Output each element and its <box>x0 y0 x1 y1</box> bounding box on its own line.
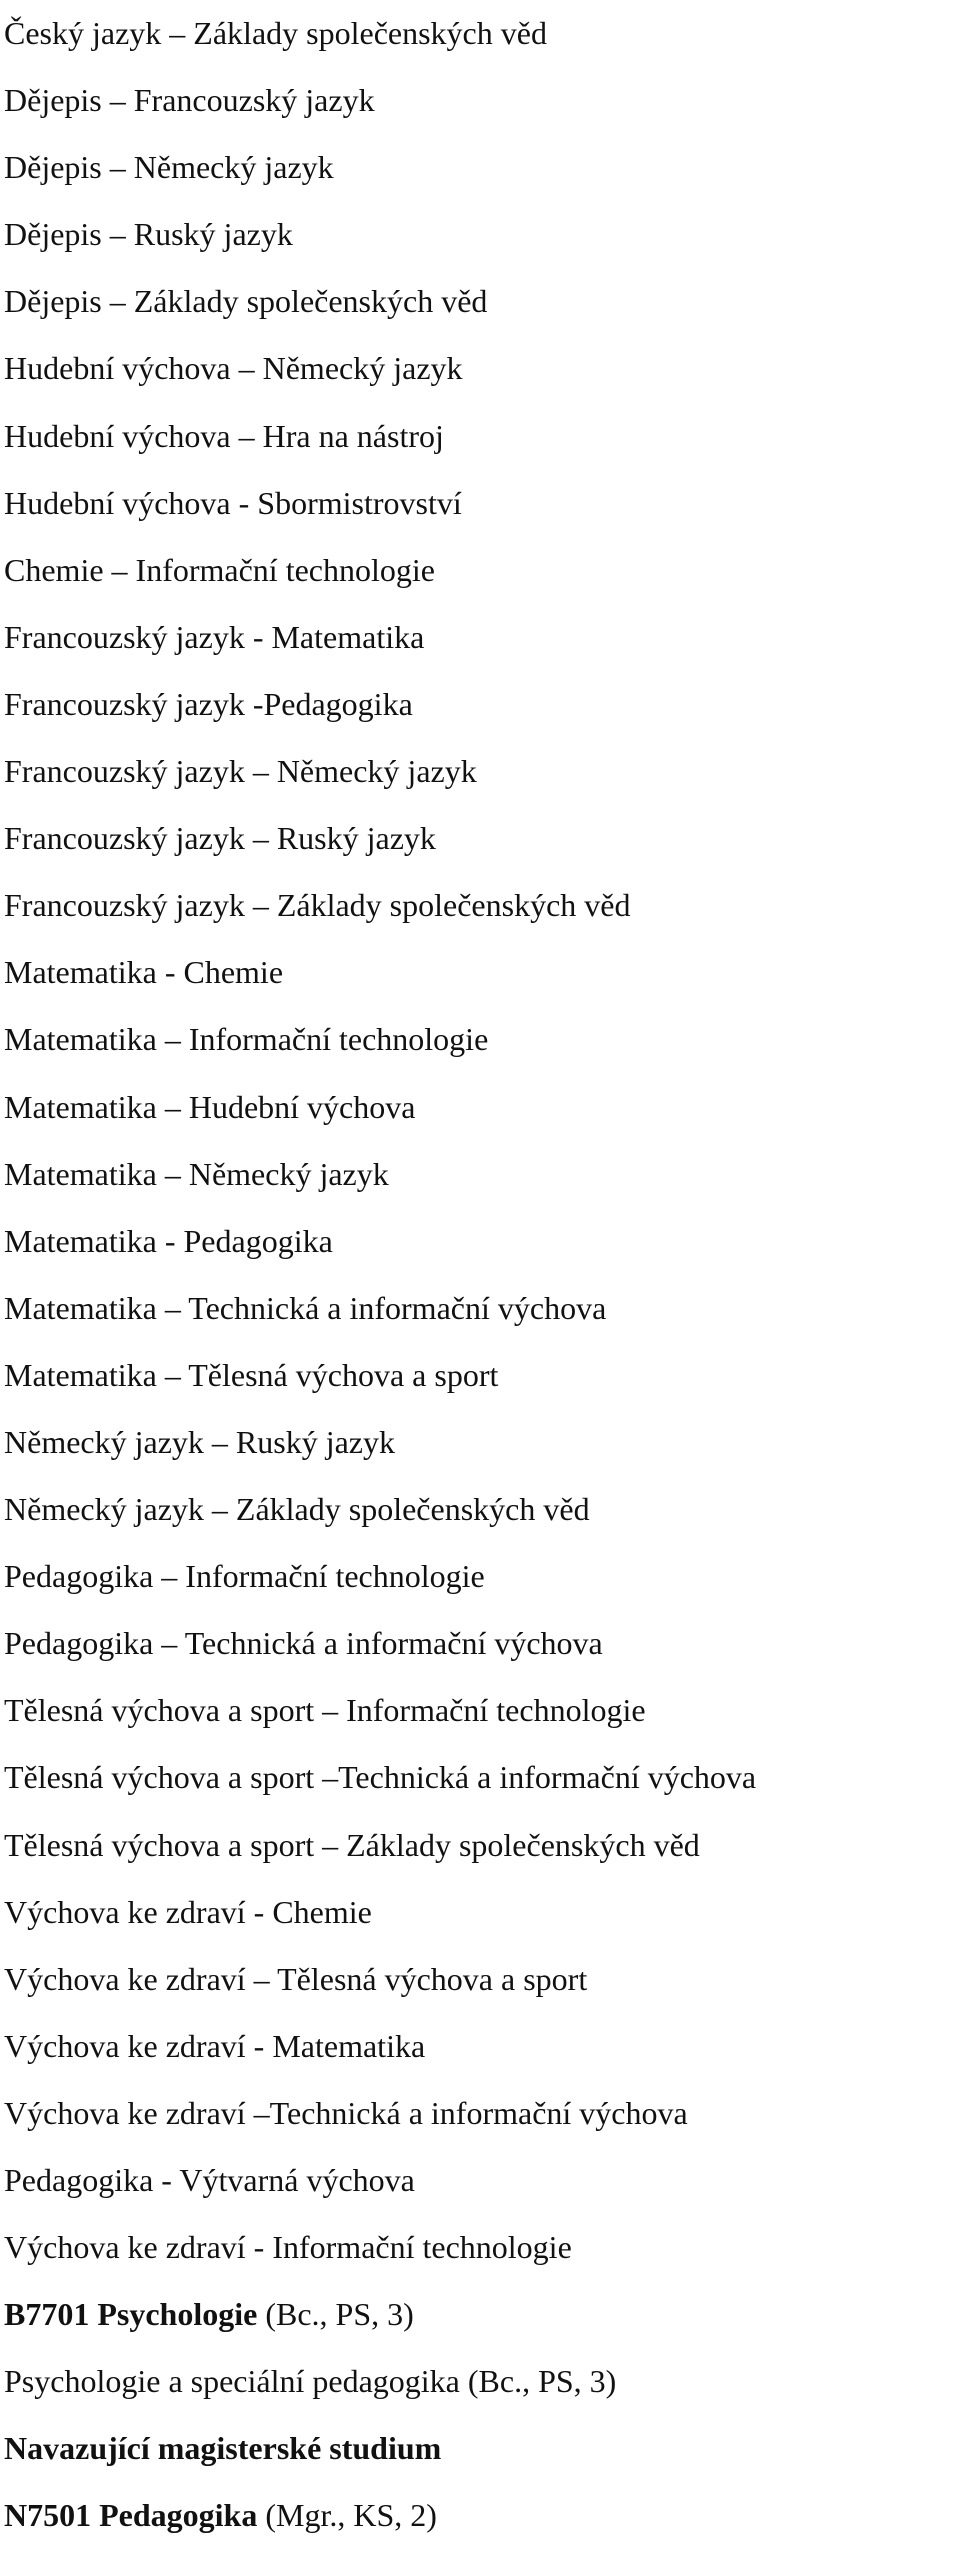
list-item: Český jazyk – Základy společenských věd <box>4 15 547 51</box>
program-details: (Bc., PS, 3) <box>257 2296 414 2333</box>
list-item: Výchova ke zdraví –Technická a informační výchova <box>4 2094 688 2131</box>
list-item: Dějepis – Základy společenských věd <box>4 283 488 320</box>
list-item: Výchova ke zdraví - Chemie <box>4 1893 372 1930</box>
list-item: Pedagogika – Technická a informační výchova <box>4 1625 603 1662</box>
list-item: Tělesná výchova a sport –Technická a informační výchova <box>4 1759 757 1796</box>
list-item: Výchova ke zdraví – Tělesná výchova a sport <box>4 1960 588 1997</box>
list-item: Francouzský jazyk - Matematika <box>4 618 425 655</box>
list-item: Německý jazyk – Ruský jazyk <box>4 1423 395 1460</box>
list-item: Výchova ke zdraví - Informační technologie <box>4 2229 572 2266</box>
program-details: (Mgr., KS, 2) <box>257 2497 437 2534</box>
list-item: Německý jazyk – Základy společenských věd <box>4 1491 590 1528</box>
list-item: Francouzský jazyk – Ruský jazyk <box>4 820 436 857</box>
list-item: Tělesná výchova a sport – Informační technologie <box>4 1692 646 1729</box>
list-item: Chemie – Informační technologie <box>4 551 435 588</box>
list-item: Matematika – Informační technologie <box>4 1021 489 1058</box>
list-item: Matematika – Německý jazyk <box>4 1155 389 1192</box>
list-item: Matematika - Chemie <box>4 954 284 991</box>
list-item: Francouzský jazyk – Základy společenských věd <box>4 887 631 924</box>
list-item: Pedagogika – Informační technologie <box>4 1558 485 1595</box>
program-psychology-combo: Psychologie a speciální pedagogika (Bc., PS, 3) <box>4 2363 617 2400</box>
program-code-title: N7501 Pedagogika <box>4 2497 258 2534</box>
list-item: Francouzský jazyk -Pedagogika <box>4 685 413 722</box>
list-item: Matematika – Tělesná výchova a sport <box>4 1356 499 1393</box>
program-pedagogy <box>4 2482 954 2549</box>
list-item: Matematika - Pedagogika <box>4 1222 333 1259</box>
list-item: Výchova ke zdraví - Matematika <box>4 2027 426 2064</box>
list-item: Francouzský jazyk – Německý jazyk <box>4 753 477 790</box>
program-psychology <box>4 2281 954 2348</box>
list-item: Dějepis – Německý jazyk <box>4 149 334 186</box>
list-item: Hudební výchova – Německý jazyk <box>4 350 463 387</box>
list-item: Hudební výchova - Sbormistrovství <box>4 484 462 521</box>
list-item: Hudební výchova – Hra na nástroj <box>4 417 444 454</box>
list-item: Tělesná výchova a sport – Základy společenských věd <box>4 1826 700 1863</box>
list-item: Dějepis – Francouzský jazyk <box>4 82 375 119</box>
document-body <box>4 0 954 2550</box>
list-item: Matematika – Hudební výchova <box>4 1088 416 1125</box>
section-heading-masters: Navazující magisterské studium <box>4 2430 442 2467</box>
program-code-title: B7701 Psychologie <box>4 2296 258 2333</box>
list-item: Dějepis – Ruský jazyk <box>4 216 293 253</box>
list-item: Pedagogika - Výtvarná výchova <box>4 2162 415 2198</box>
list-item: Matematika – Technická a informační výchova <box>4 1289 607 1326</box>
